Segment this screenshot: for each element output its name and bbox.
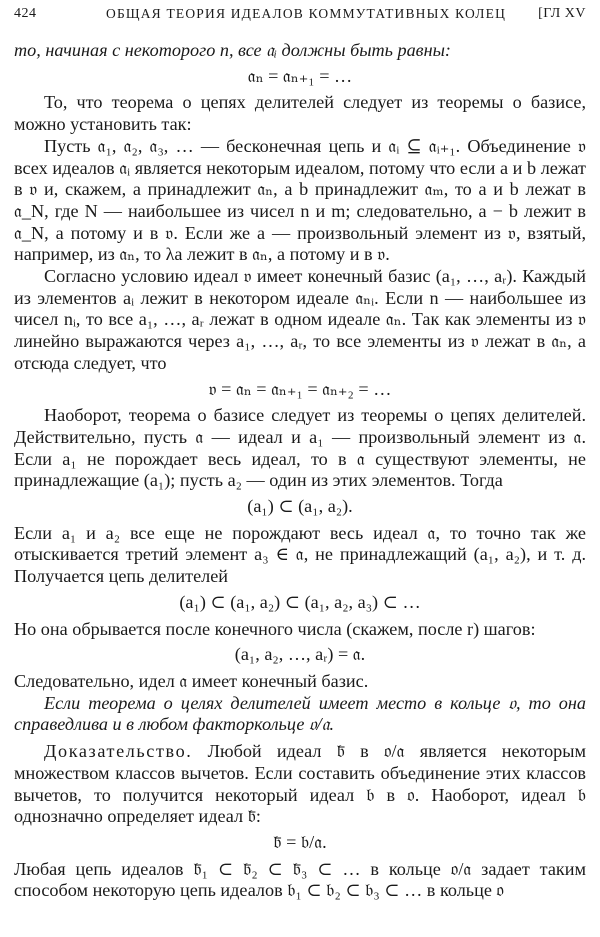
paragraph-continuation: то, начиная с некоторого n, все 𝔞ᵢ должны быть равны: <box>14 40 451 60</box>
paragraph-chain-terminates: Но она обрывается после конечного числа (скажем, после r) шагов: <box>14 618 536 639</box>
formula-first-inclusion: (a₁) ⊂ (a₁, a₂). <box>247 496 353 517</box>
theorem-statement: Если теорема о целях делителей имеет место в кольце 𝔬, то она справедлива и в любом факторкольце 𝔬/𝔞. <box>14 692 586 735</box>
page-body <box>14 40 586 902</box>
formula-equal-chain: 𝔞ₙ = 𝔞ₙ₊₁ = … <box>247 65 353 86</box>
paragraph-conclusion: Следовательно, идел 𝔞 имеет конечный базис. <box>14 670 369 691</box>
running-title: ОБЩАЯ ТЕОРИЯ ИДЕАЛОВ КОММУТАТИВНЫХ КОЛЕЦ <box>106 6 507 21</box>
chapter-marker: [ГЛ XV <box>538 6 586 21</box>
formula-divisor-chain: (a₁) ⊂ (a₁, a₂) ⊂ (a₁, a₂, a₃) ⊂ … <box>179 591 421 612</box>
formula-quotient-ideal: 𝔟̄ = 𝔟/𝔞. <box>273 831 327 852</box>
running-header <box>14 6 586 30</box>
proof-label: Доказательство. <box>44 741 193 762</box>
paragraph-basis-implies-chain: То, что теорема о цепях делителей следует из теоремы о базисе, можно установить так: <box>14 92 586 135</box>
formula-finite-basis: (a₁, a₂, …, aᵣ) = 𝔞. <box>234 644 366 665</box>
page-number: 424 <box>14 6 37 21</box>
proof-paragraph <box>14 741 586 828</box>
paragraph-chain-correspondence: Любая цепь идеалов 𝔟̄₁ ⊂ 𝔟̄₂ ⊂ 𝔟̄₃ ⊂ … в кольце 𝔬/𝔞 задает таким способом некоторую цепь идеалов 𝔟₁ ⊂ 𝔟₂ ⊂ 𝔟₃ ⊂ … в кольце 𝔬 <box>14 858 586 901</box>
proof-text: Любой идеал 𝔟̄ в 𝔬/𝔞 является некоторым множеством классов вычетов. Если составить объединение этих классов вычетов, то получится некоторый идеал 𝔟 в 𝔬. Наоборот, идеал 𝔟 однозначно определяет идеал 𝔟̄: <box>14 741 586 827</box>
paragraph-third-element: Если a₁ и a₂ все еще не порождают весь идеал 𝔞, то точно так же отыскивается третий элемент a₃ ∈ 𝔞, не принадлежащий (a₁, a₂), и т. д. Получается цепь делителей <box>14 522 586 587</box>
paragraph-union-is-ideal: Пусть 𝔞₁, 𝔞₂, 𝔞₃, … — бесконечная цепь и 𝔞ᵢ ⊆ 𝔞ᵢ₊₁. Объединение 𝔳 всех идеалов 𝔞ᵢ является некоторым идеалом, потому что если a и b лежат в 𝔳 и, скажем, a принадлежит 𝔞ₙ, а b принадлежит 𝔞ₘ, то a и b лежат в 𝔞_N, где N — наибольшее из чисел n и m; следовательно, a − b лежит в 𝔞_N, а потому и в 𝔳. Если же a — произвольный элемент из 𝔳, взятый, например, из 𝔞ₙ, то λa лежит в 𝔞ₙ, а потому и в 𝔳. <box>14 135 586 265</box>
paragraph-finite-basis: Согласно условию идеал 𝔳 имеет конечный базис (a₁, …, aᵣ). Каждый из элементов aᵢ лежит в некотором идеале 𝔞ₙᵢ. Если n — наибольшее из чисел nᵢ, то все a₁, …, aᵣ лежат в одном идеале 𝔞ₙ. Так как элементы из 𝔳 линейно выражаются через a₁, …, aᵣ, то все элементы из 𝔳 лежат в 𝔞ₙ, а отсюда следует, что <box>14 266 586 373</box>
paragraph-converse: Наоборот, теорема о базисе следует из теоремы о цепях делителей. Действительно, пусть 𝔞 — идеал и a₁ — произвольный элемент из 𝔞. Если a₁ не порождает весь идеал, то в 𝔞 существуют элементы, не принадлежащие (a₁); пусть a₂ — один из этих элементов. Тогда <box>14 405 586 491</box>
formula-union-equal: 𝔳 = 𝔞ₙ = 𝔞ₙ₊₁ = 𝔞ₙ₊₂ = … <box>208 378 392 399</box>
